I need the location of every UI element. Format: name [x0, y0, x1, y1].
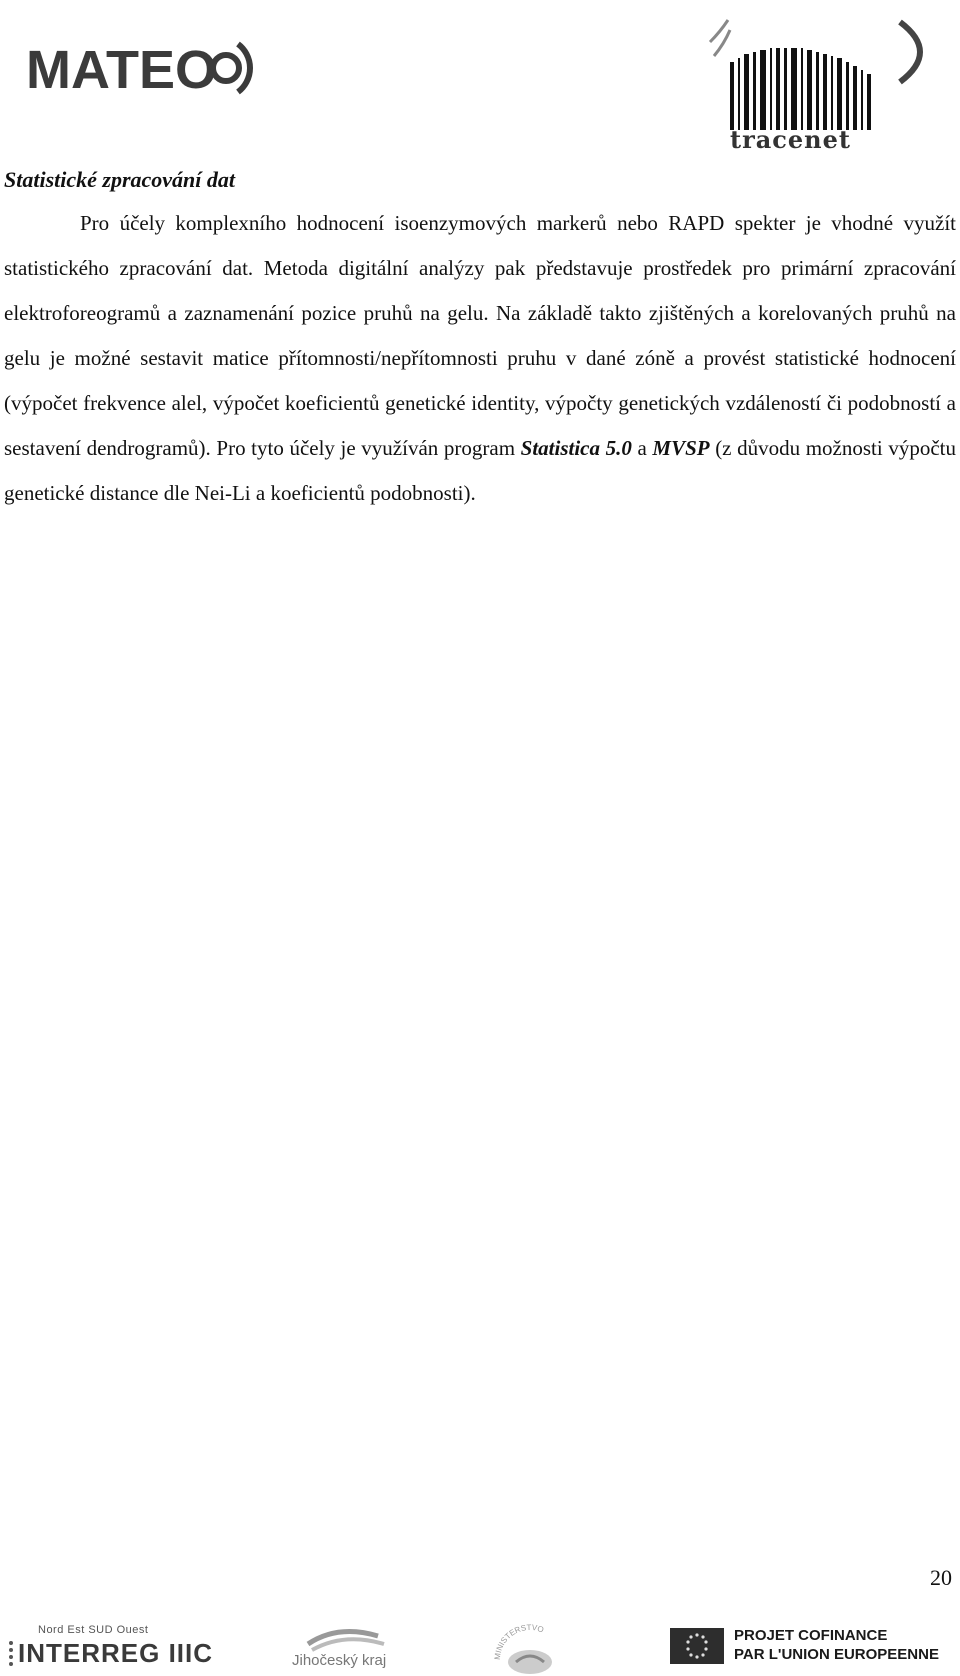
interreg-logo — [6, 1624, 226, 1674]
region-name: Jihočeský kraj — [292, 1652, 387, 1669]
interreg-subtitle: Nord Est SUD Ouest — [38, 1624, 149, 1636]
region-waves-icon — [288, 1622, 418, 1652]
ministry-emblem — [490, 1620, 570, 1676]
interreg-title: INTERREG IIIC — [18, 1638, 214, 1668]
tracenet-logo — [700, 12, 940, 152]
page-header — [0, 0, 960, 160]
paragraph-text-1: Pro účely komplexního hodnocení isoenzymových markerů nebo RAPD spekter je vhodné využít statistického zpracování dat. Metoda digitální analýzy pak představuje prostředek pro primární zpracování elektroforeogramů a zaznamenání pozice pruhů na gelu. Na základě takto zjištěných a korelovaných pruhů na gelu je možné sestavit matice přítomnosti/nepřítomnosti pruhu v dané zóně a provést statistické hodnocení (výpočet frekvence alel, výpočet koeficientů genetické identity, výpočty genetických vzdáleností či podobností a sestavení dendrogramů). Pro tyto účely je využíván program — [4, 211, 956, 460]
eu-text-line-1: PROJET COFINANCE — [734, 1627, 888, 1644]
page-footer — [0, 1618, 960, 1676]
page-number: 20 — [930, 1565, 952, 1590]
interreg-dots-icon — [6, 1640, 16, 1666]
document-body — [4, 165, 956, 516]
program-name-statistica: Statistica 5.0 — [520, 436, 632, 460]
eu-cofinancing-text — [734, 1626, 939, 1664]
section-title: Statistické zpracování dat — [4, 167, 235, 192]
jihocesky-kraj-logo — [288, 1622, 418, 1674]
mateo-logo — [26, 28, 256, 108]
paragraph-text-2: a — [637, 436, 647, 460]
svg-text:MINISTERSTVO: MINISTERSTVO — [492, 1622, 545, 1661]
program-name-mvsp: MVSP — [652, 436, 710, 460]
eu-text-line-2: PAR L'UNION EUROPEENNE — [734, 1646, 939, 1663]
eu-flag-icon — [670, 1628, 724, 1664]
svg-text:tracenet: tracenet — [730, 125, 851, 152]
svg-text:MATEO: MATEO — [26, 40, 217, 100]
body-paragraph — [4, 201, 956, 516]
paragraph-text-3: (z důvodu možnosti výpočtu genetické distance dle Nei-Li a koeficientů podobnosti). — [4, 436, 956, 505]
